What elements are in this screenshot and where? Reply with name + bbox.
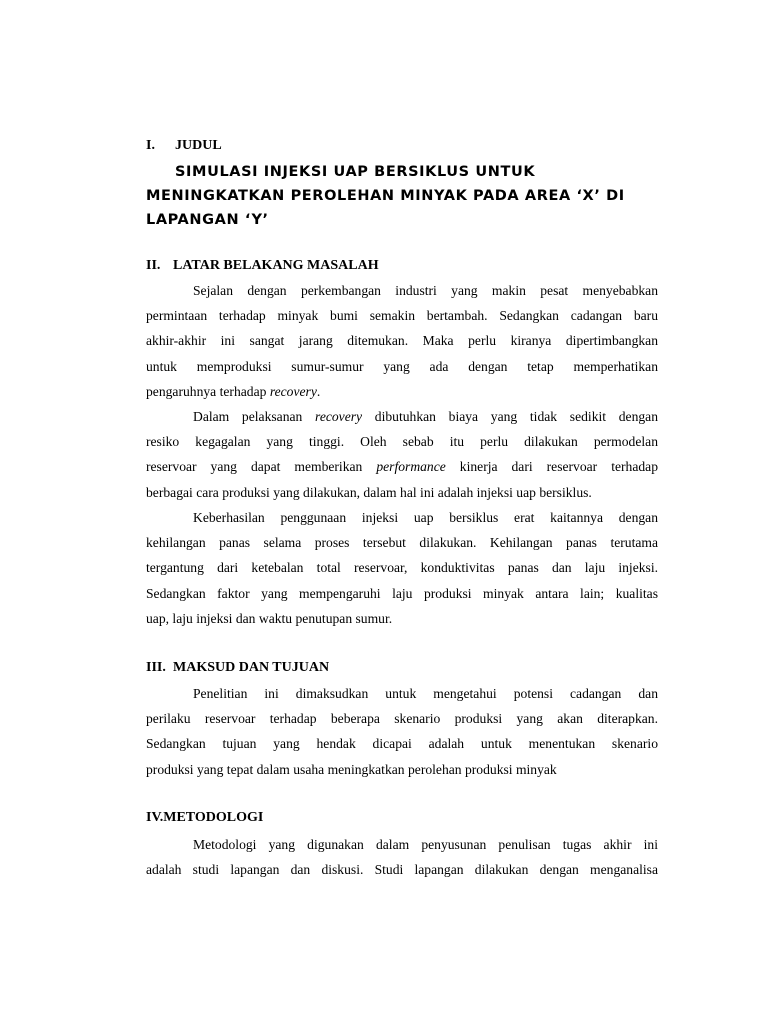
text-run: . <box>316 383 321 399</box>
text-line: Metodologi yang digunakan dalam penyusunan penulisan tugas akhir ini <box>193 837 658 852</box>
text-line: Sedangkan faktor yang mempengaruhi laju produksi minyak antara lain; kualitas <box>146 585 658 601</box>
italic-term: performance <box>376 459 446 475</box>
document-title <box>146 160 666 232</box>
text-line <box>146 404 658 429</box>
text-run: pengaruhnya terhadap <box>146 383 270 399</box>
text-line: produksi yang tepat dalam usaha meningkatkan perolehan produksi minyak <box>146 761 557 777</box>
text-line: Sedangkan tujuan yang hendak dicapai adalah untuk menentukan skenario <box>146 736 658 752</box>
section-heading-latar-belakang <box>146 257 379 275</box>
text-line <box>146 379 658 404</box>
text-line: Sejalan dengan perkembangan industri yang makin pesat menyebabkan <box>193 283 658 298</box>
section-label: MAKSUD DAN TUJUAN <box>173 660 330 675</box>
title-line-2: MENINGKATKAN PEROLEHAN MINYAK PADA AREA ‘X’ DI <box>146 188 625 204</box>
section-heading-maksud-tujuan <box>146 659 329 677</box>
paragraph-latar-2 <box>146 404 658 505</box>
text-line: uap, laju injeksi dan waktu penutupan sumur. <box>146 610 393 626</box>
text-line: kehilangan panas selama proses tersebut dilakukan. Kehilangan panas terutama <box>146 535 658 551</box>
text-line: Keberhasilan penggunaan injeksi uap bersiklus erat kaitannya dengan <box>193 510 658 525</box>
text-line: Penelitian ini dimaksudkan untuk mengetahui potensi cadangan dan <box>193 686 658 701</box>
text-line: untuk memproduksi sumur-sumur yang ada dengan tetap memperhatikan <box>146 358 658 374</box>
text-run: reservoar yang dapat memberikan <box>146 459 377 475</box>
section-number: III. <box>146 660 166 675</box>
text-line: resiko kegagalan yang tinggi. Oleh sebab itu perlu dilakukan permodelan <box>146 434 658 450</box>
section-heading-metodologi <box>146 809 263 827</box>
title-line-1: SIMULASI INJEKSI UAP BERSIKLUS UNTUK <box>175 164 536 180</box>
section-number: II. <box>146 258 161 273</box>
italic-term: recovery <box>315 409 363 424</box>
section-label: JUDUL <box>175 138 222 153</box>
section-label: IV.METODOLOGI <box>146 810 264 825</box>
text-line: permintaan terhadap minyak bumi semakin bertambah. Sedangkan cadangan baru <box>146 308 658 324</box>
title-line-3: LAPANGAN ‘Y’ <box>146 212 269 228</box>
text-line: akhir-akhir ini sangat jarang ditemukan. Maka perlu kiranya dipertimbangkan <box>146 333 658 349</box>
section-heading-judul <box>146 137 222 155</box>
text-line <box>146 454 658 479</box>
paragraph-metodologi <box>146 832 658 882</box>
text-line: berbagai cara produksi yang dilakukan, dalam hal ini adalah injeksi uap bersiklus. <box>146 484 592 500</box>
text-run: kinerja dari reservoar terhadap <box>445 459 658 475</box>
paragraph-latar-3 <box>146 505 658 631</box>
text-run: dibutuhkan biaya yang tidak sedikit dengan <box>362 409 658 424</box>
paragraph-latar-1 <box>146 278 658 404</box>
text-line: tergantung dari ketebalan total reservoar, konduktivitas panas dan laju injeksi. <box>146 560 658 576</box>
section-number: I. <box>146 138 155 153</box>
text-line: adalah studi lapangan dan diskusi. Studi lapangan dilakukan dengan menganalisa <box>146 862 658 878</box>
paragraph-maksud <box>146 681 658 782</box>
text-line: perilaku reservoar terhadap beberapa skenario produksi yang akan diterapkan. <box>146 711 658 727</box>
section-label: LATAR BELAKANG MASALAH <box>173 258 379 273</box>
italic-term: recovery <box>269 383 317 399</box>
text-run: Dalam pelaksanan <box>193 409 316 424</box>
